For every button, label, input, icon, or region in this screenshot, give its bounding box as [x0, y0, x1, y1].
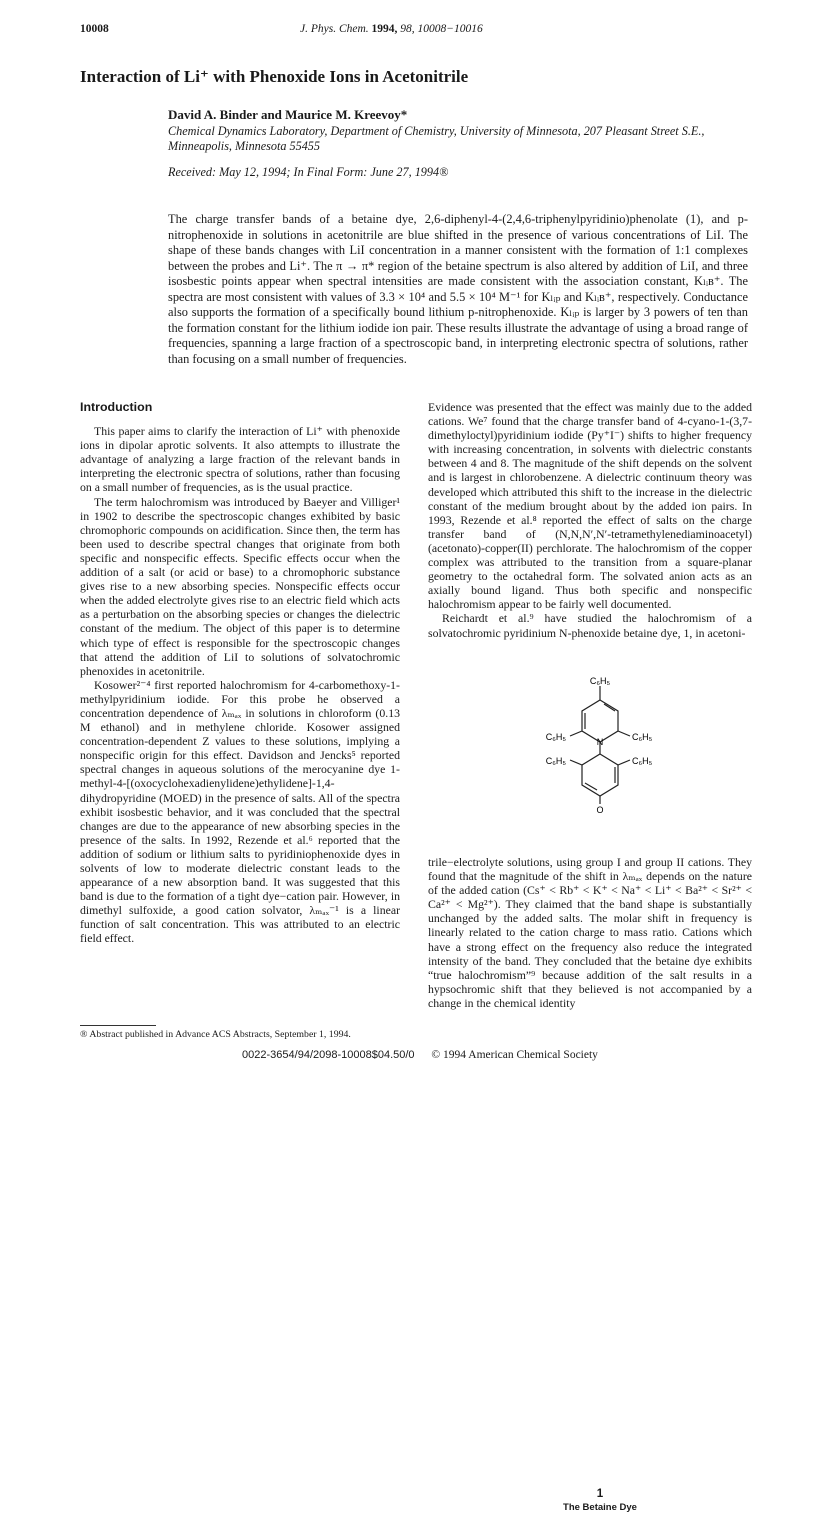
affiliation-line: Chemical Dynamics Laboratory, Department of Chemistry, University of Minnesota, 207 Pleasant Street S.E.,: [168, 124, 705, 138]
substituent-label: C₆H₅: [545, 756, 566, 766]
page-number: 10008: [80, 23, 109, 35]
left-column: [80, 400, 400, 946]
section-heading-introduction: Introduction: [80, 400, 153, 414]
nitrogen-label: N: [596, 737, 604, 747]
oxygen-label: O: [596, 805, 604, 815]
article-authors: David A. Binder and Maurice M. Kreevoy*: [168, 107, 408, 122]
paragraph: This paper aims to clarify the interaction of Li⁺ with phenoxide ions in dipolar aprotic solvents. It also attempts to illustrate the advantage of analyzing a large fraction of the relevant bands in interpreting the electronic spectra of solutions, rather than focusing on a small number of frequencies, as is the usual practice.: [80, 424, 400, 495]
journal-volume-pages: 98, 10008−10016: [400, 23, 483, 35]
right-column-bottom: [428, 855, 752, 1010]
affiliation-line: Minneapolis, Minnesota 55455: [168, 139, 320, 154]
substituent-label: C₆H₅: [545, 732, 566, 742]
article-title: Interaction of Li⁺ with Phenoxide Ions in Acetonitrile: [80, 67, 469, 86]
received-dates: Received: May 12, 1994; In Final Form: June 27, 1994®: [168, 165, 449, 179]
journal-year: 1994,: [371, 23, 398, 35]
running-head: [80, 23, 755, 37]
abstract: The charge transfer bands of a betaine dye, 2,6-diphenyl-4-(2,4,6-triphenylpyridinio)phenolate (1), and p-nitrophenoxide in solutions in acetonitrile are blue shifted in the presence of various concentrations of LiI. The shape of these bands changes with LiI concentration in a manner consistent with the formation of 1:1 complexes between the probes and Li⁺. The π → π* region of the betaine spectrum is also altered by addition of LiI, and three isosbestic points appear when spectral intensities are made consistent with the association constant, Kₗᵢʙ⁺. The spectra are most consistent with values of 3.3 × 10⁴ and 5.5 × 10⁴ M⁻¹ for Kₗᵢₚ and Kₗᵢʙ⁺, respectively. Conductance also supports the formation of a specifically bound lithium p-nitrophenoxide. Kₗᵢₚ is larger by 3 powers of ten than the formation constant for the lithium iodide ion pair. These results illustrate the advantage of using a broad range of frequencies, spanning a large fraction of a spectroscopic band, in interpreting electronic spectra of solutions, rather than focusing on a small number of frequencies.: [168, 212, 748, 366]
substituent-label: C₆H₅: [632, 756, 653, 766]
journal-citation: [300, 23, 483, 35]
paragraph: Reichardt et al.⁹ have studied the halochromism of a solvatochromic pyridinium N-phenoxide betaine dye, 1, in acetoni-: [428, 611, 752, 640]
figure-caption: The Betaine Dye: [563, 1502, 637, 1513]
issn-code: 0022-3654/94/2098-10008$04.50/0: [242, 1049, 415, 1061]
paragraph: Evidence was presented that the effect was mainly due to the added cations. We⁷ found that the charge transfer band of 4-cyano-1-(3,7-dimethyloctyl)pyridinium iodide (Py⁺I⁻) shifts to higher frequency with increasing concentration, in solvents with dielectric constants between 4 and 8. The magnitude of the shift depends on the solvent and is largest in chlorobenzene. A dielectric continuum theory was developed which attributed this shift to the increase in the dielectric constant of the medium brought about by the added ion pairs. In 1993, Rezende et al.⁸ reported the effect of salts on the charge transfer band of (N,N,N′,N′-tetramethylenediaminoacetyl)(acetonato)-copper(II) perchlorate. The halochromism of the copper complex was attributed to the transition from a square-planar geometry to the octahedral form. The solvated anion acts as an axially bound ligand. Thus both specific and nonspecific halochromism appear to be fairly well documented.: [428, 400, 752, 612]
copyright-notice: © 1994 American Chemical Society: [431, 1049, 598, 1061]
paragraph: The term halochromism was introduced by Baeyer and Villiger¹ in 1902 to describe the spectroscopic changes exhibited by basic chromophoric compounds on acidification. Since then, the term has been used to describe spectral changes that originate from both specific and nonspecific effects. Specific effects occur when the addition of a salt (or acid or base) to a chromophoric substance gives rise to a new absorbing species. Nonspecific effects occur when the added electrolyte gives rise to an electric field which acts as a perturbation on the absorbing species or changes the dielectric constant of the medium. The object of this paper is to determine which type of effect is responsible for the spectroscopic changes that attend the addition of LiI to solutions of solvatochromic phenoxides in acetonitrile.: [80, 494, 400, 678]
page-footer: [80, 1049, 760, 1061]
footnote: ® Abstract published in Advance ACS Abstracts, September 1, 1994.: [80, 1029, 351, 1040]
substituent-label: C₆H₅: [589, 676, 611, 686]
betaine-dye-structure-figure: [530, 676, 670, 1513]
journal-prefix: J. Phys. Chem.: [300, 23, 369, 35]
paragraph: trile−electrolyte solutions, using group I and group II cations. They found that the magnitude of the shift in λₘₐₓ depends on the nature of the added cation (Cs⁺ < Rb⁺ < K⁺ < Na⁺ < Li⁺ < Ba²⁺ < Sr²⁺ < Ca²⁺ < Mg²⁺). They claimed that the band shape is substantially unchanged by the added salts. The molar shift in frequency is linearly related to the cation charge to mass ratio. Cations which have a strong effect on the frequency also reduce the integrated intensity of the band. They concluded that the betaine dye exhibits “true halochromism”⁹ because addition of the salt results in a hypsochromic shift that they believed is not accompanied by a change in the chemical identity: [428, 855, 752, 1010]
right-column-top: [428, 400, 752, 640]
substituent-label: C₆H₅: [632, 732, 653, 742]
author-affiliation: [168, 124, 768, 155]
footnote-divider: [80, 1025, 156, 1026]
betaine-structure-drawing: [530, 676, 670, 816]
paragraph: Kosower²⁻⁴ first reported halochromism for 4-carbomethoxy-1-methylpyridinium iodide. For this probe he observed a concentration dependence of λₘₐₓ in solutions in chloroform (0.13 M ethanol) and in methylene chloride. Kosower assigned concentration-dependent Z values to these solutions, implying a nonspecific origin for this effect. Davidson and Jencks⁵ reported spectral changes in aqueous solutions of the merocyanine dye 1-methyl-4-[(oxocyclohexadienylidene)ethylidene]-1,4-dihydropyridine (MOED) in the presence of salts. All of the spectra exhibit isosbestic behavior, and it was concluded that the spectral changes are due to the appearance of new absorbing species in the presence of the salts. In 1992, Rezende et al.⁶ reported that the addition of sodium or lithium salts to pyridiniophenoxide dyes in solvents of low to moderate dielectric constant leads to the appearance of a new absorption band. It was suggested that this band is due to the formation of a tight dye−cation pair. However, in dimethyl sulfoxide, a good cation solvator, λₘₐₓ⁻¹ is a linear function of salt concentration. This was attributed to an electric field effect.: [80, 677, 400, 946]
compound-number: 1: [596, 1488, 604, 1500]
